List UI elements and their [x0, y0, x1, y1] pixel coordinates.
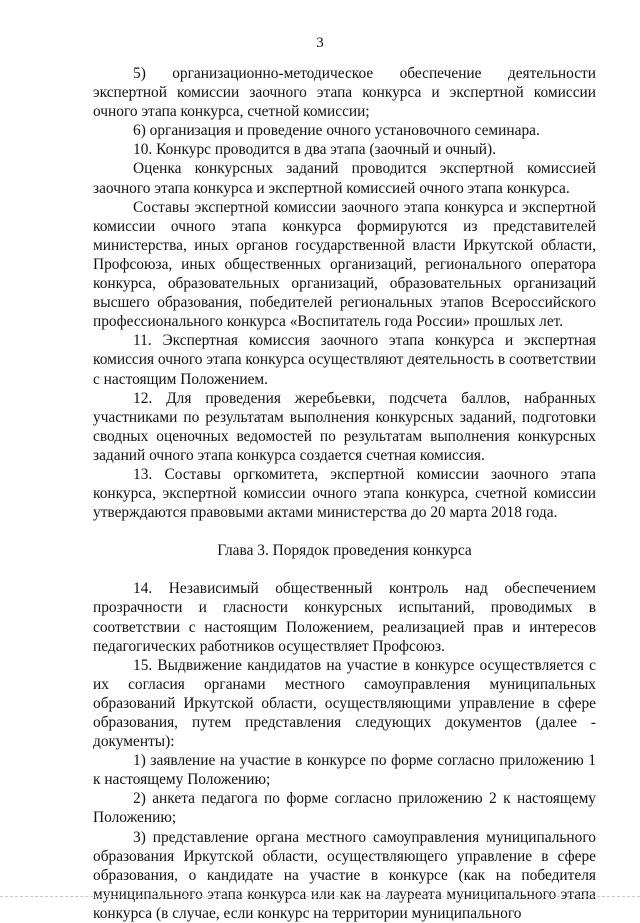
list-item-submission: 3) представление органа местного самоуправления муниципального образования Иркутской области, осуществляющего управление в сфере образования, о кандидате на участие в конкурсе (как на победителя муниципального этапа конкурса или как на лауреата муниципального этапа конкурса (в случае, если конкурс на территории муниципального — [93, 828, 596, 922]
chapter-heading: Глава 3. Порядок проведения конкурса — [217, 542, 472, 560]
paragraph-assessment: Оценка конкурсных заданий проводится экспертной комиссией заочного этапа конкурса и экспертной комиссией очного этапа конкурса. — [93, 160, 596, 197]
paragraph-13: 13. Составы оргкомитета, экспертной комиссии заочного этапа конкурса, экспертной комиссии очного этапа конкурса, счетной комиссии утверждаются правовыми актами министерства до 20 марта 2018 года. — [93, 465, 596, 522]
list-item-application: 1) заявление на участие в конкурсе по форме согласно приложению 1 к настоящему Положению; — [93, 752, 596, 789]
paragraph-commission-composition: Составы экспертной комиссии заочного этапа конкурса и экспертной комиссии очного этапа конкурса формируются из представителей министерства, иных органов государственной власти Иркутской области, Профсоюза, иных общественных организаций, регионального оператора конкурса, образовательных организаций, образовательных организаций высшего образования, победителей региональных этапов Всероссийского профессионального конкурса «Воспитатель года России» прошлых лет. — [93, 198, 596, 331]
scan-bottom-edge — [0, 896, 640, 898]
page-number: 3 — [316, 35, 324, 51]
paragraph-10: 10. Конкурс проводится в два этапа (заочный и очный). — [133, 141, 497, 159]
paragraph-12: 12. Для проведения жеребьевки, подсчета баллов, набранных участниками по результатам выполнения конкурсных заданий, подготовки сводных оценочных ведомостей по результатам выполнения конкурсных заданий очного этапа конкурса создается счетная комиссия. — [93, 389, 596, 464]
paragraph-item-5: 5) организационно-методическое обеспечение деятельности экспертной комиссии заочного этапа конкурса и экспертной комиссии очного этапа конкурса, счетной комиссии; — [93, 65, 596, 121]
paragraph-11: 11. Экспертная комиссия заочного этапа конкурса и экспертная комиссия очного этапа конкурса осуществляют деятельность в соответствии с настоящим Положением. — [93, 332, 596, 388]
paragraph-15: 15. Выдвижение кандидатов на участие в конкурсе осуществляется с их согласия органами местного самоуправления муниципальных образований Иркутской области, осуществляющими управление в сфере образования, путем представления следующих документов (далее - документы): — [93, 656, 596, 751]
document-body — [93, 64, 596, 923]
list-item-questionnaire: 2) анкета педагога по форме согласно приложению 2 к настоящему Положению; — [93, 790, 596, 827]
paragraph-14: 14. Независимый общественный контроль над обеспечением прозрачности и гласности конкурсных испытаний, проводимых в соответствии с настоящим Положением, реализацией прав и интересов педагогических работников осуществляет Профсоюз. — [93, 580, 596, 655]
paragraph-item-6: 6) организация и проведение очного установочного семинара. — [133, 122, 540, 140]
